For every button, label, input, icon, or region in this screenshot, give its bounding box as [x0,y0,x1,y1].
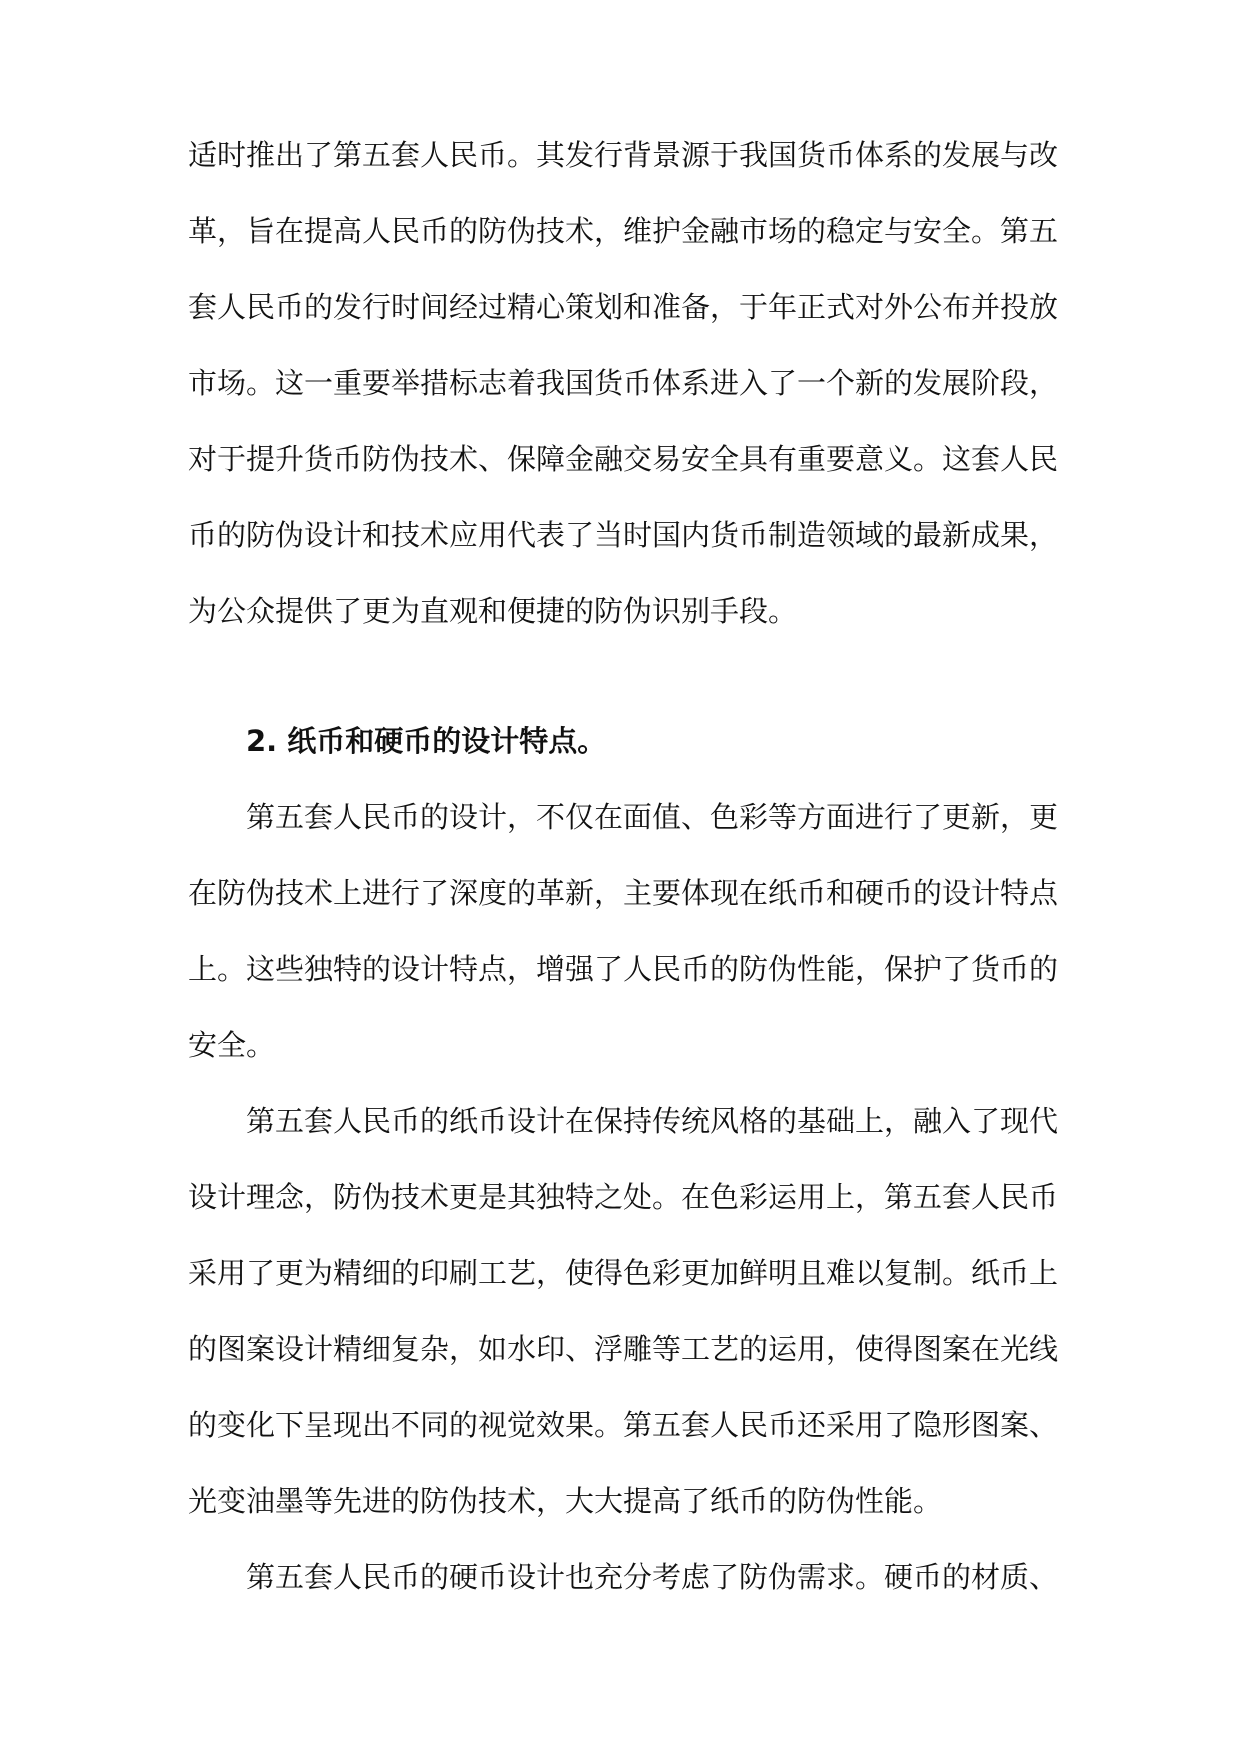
section-heading-design-features: 2. 纸币和硬币的设计特点。 [246,724,607,758]
paragraph-coin-design: 第五套人民币的硬币设计也充分考虑了防伪需求。硬币的材质、 [246,1560,1059,1594]
paragraph-banknote-design: 第五套人民币的纸币设计在保持传统风格的基础上，融入了现代设计理念，防伪技术更是其独特之处。在色彩运用上，第五套人民币采用了更为精细的印刷工艺，使得色彩更加鲜明且难以复制。纸币上的图案设计精细复杂，如水印、浮雕等工艺的运用，使得图案在光线的变化下呈现出不同的视觉效果。第五套人民币还采用了隐形图案、光变油墨等先进的防伪技术，大大提高了纸币的防伪性能。 [188,1104,1059,1518]
paragraph-issuance-background: 适时推出了第五套人民币。其发行背景源于我国货币体系的发展与改革，旨在提高人民币的防伪技术，维护金融市场的稳定与安全。第五套人民币的发行时间经过精心策划和准备，于年正式对外公布并投放市场。这一重要举措标志着我国货币体系进入了一个新的发展阶段，对于提升货币防伪技术、保障金融交易安全具有重要意义。这套人民币的防伪设计和技术应用代表了当时国内货币制造领域的最新成果，为公众提供了更为直观和便捷的防伪识别手段。 [188,138,1059,628]
paragraph-design-overview: 第五套人民币的设计，不仅在面值、色彩等方面进行了更新，更在防伪技术上进行了深度的革新，主要体现在纸币和硬币的设计特点上。这些独特的设计特点，增强了人民币的防伪性能，保护了货币的安全。 [188,800,1059,1062]
